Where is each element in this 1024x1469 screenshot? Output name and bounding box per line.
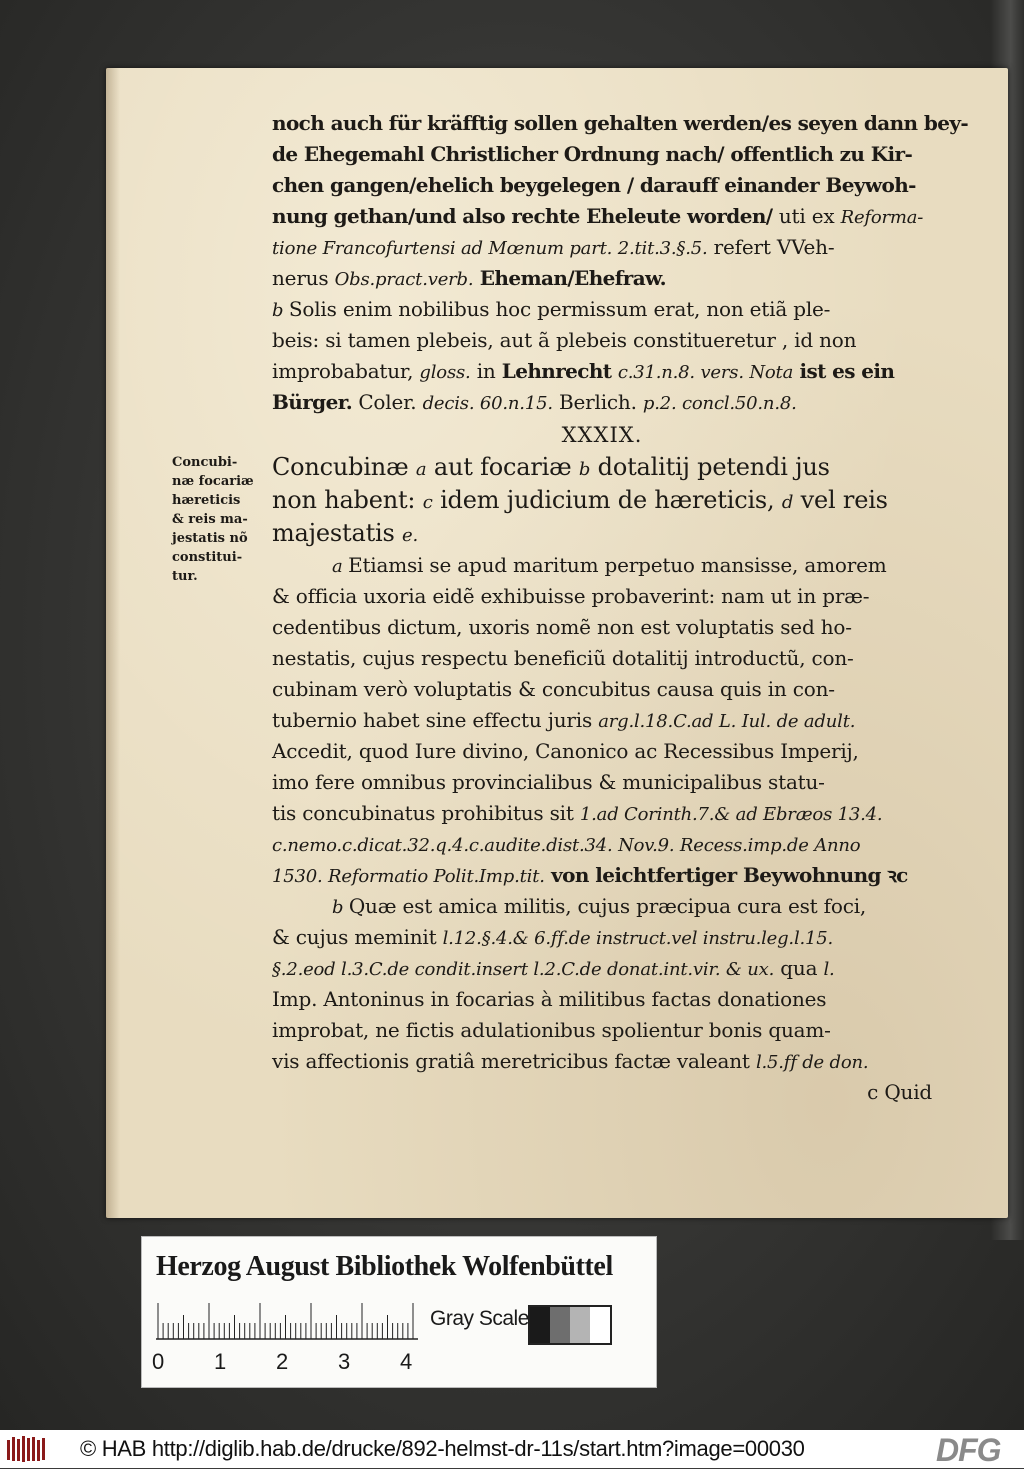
- footnote-line: [272, 829, 932, 860]
- text-run: ist es ein: [793, 359, 895, 383]
- text-run: decis. 60.n.15.: [422, 393, 553, 414]
- margin-note-line: hæreticis: [172, 493, 241, 508]
- footnote-line: [272, 705, 932, 736]
- text-run: idem judicium de hæreticis,: [432, 486, 782, 514]
- gray-swatch: [590, 1307, 610, 1343]
- text-run: de Ehegemahl Christlicher Ordnung nach/ offentlich zu Kir-: [272, 142, 913, 166]
- footnotes: [272, 550, 932, 1077]
- ruler-number: 1: [214, 1349, 227, 1374]
- footnote-line: [272, 387, 932, 418]
- text-run: a: [332, 556, 349, 577]
- margin-note: [172, 453, 267, 586]
- text-run: arg.l.18.C.ad L. Iul. de adult.: [598, 711, 856, 732]
- text-run: a: [415, 459, 427, 480]
- footnote-line: [272, 294, 932, 325]
- text-run: cedentibus dictum, uxoris nomẽ non est voluptatis sed ho-: [272, 615, 852, 639]
- text-run: l.5.ff de don.: [755, 1052, 869, 1073]
- text-run: Imp. Antoninus in focarias à militibus factas donationes: [272, 987, 827, 1011]
- footnote-line: [272, 356, 932, 387]
- text-run: improbabatur,: [272, 359, 420, 383]
- footnote-line: [272, 232, 932, 263]
- text-run: aut focariæ: [426, 453, 579, 481]
- footnote-line: [272, 550, 932, 581]
- ruler-number: 2: [276, 1349, 289, 1374]
- library-name: Herzog August Bibliothek Wolfenbüttel: [156, 1251, 613, 1282]
- footnote-line: [272, 643, 932, 674]
- text-run: & officia uxoria eidẽ exhibuisse probaverint: nam ut in præ-: [272, 584, 870, 608]
- text-run: 1530. Reformatio Polit.Imp.tit.: [272, 866, 545, 887]
- text-run: c.31.n.8. vers. Nota: [617, 362, 794, 383]
- text-run: von leichtfertiger Beywohnung ꝛc: [544, 863, 908, 887]
- gray-swatch: [570, 1307, 590, 1343]
- footnote-line: [272, 139, 932, 170]
- ruler-number: 4: [400, 1349, 413, 1374]
- text-run: tubernio habet sine effectu juris: [272, 708, 599, 732]
- text-run: uti ex: [778, 204, 841, 228]
- text-run: dotalitij petendi jus: [590, 453, 830, 481]
- text-run: gloss.: [419, 362, 471, 383]
- text-run: nerus: [272, 266, 335, 290]
- footnote-line: [272, 891, 932, 922]
- text-run: §.2.eod l.3.C.de condit.insert l.2.C.de donat.int.vir. & ux.: [272, 959, 775, 980]
- gray-swatch: [530, 1307, 550, 1343]
- text-run: 1.ad Corinth.7.& ad Ebræos 13.4.: [579, 804, 883, 825]
- text-run: beis: si tamen plebeis, aut ã plebeis constitueretur , id non: [272, 328, 857, 352]
- footnote-line: [272, 1015, 932, 1046]
- text-run: e.: [402, 525, 419, 546]
- text-run: d: [781, 492, 794, 513]
- footnote-line: [272, 798, 932, 829]
- thesis-text: [272, 451, 932, 550]
- margin-note-line: tur.: [172, 569, 198, 584]
- thesis-line: [272, 484, 932, 517]
- footnote-line: [272, 953, 932, 984]
- footnote-line: [272, 325, 932, 356]
- footnote-line: [272, 108, 969, 139]
- text-run: Eheman/Ehefraw.: [473, 266, 667, 290]
- text-run: p.2. concl.50.n.8.: [642, 393, 797, 414]
- footnote-line: [272, 170, 932, 201]
- text-run: Concubinæ: [272, 453, 416, 481]
- text-run: cubinam verò voluptatis & concubitus causa quis in con-: [272, 677, 835, 701]
- text-run: tis concubinatus prohibitus sit: [272, 801, 580, 825]
- footnote-line: [272, 581, 932, 612]
- text-run: nung gethan/und also rechte Eheleute worden/: [272, 204, 779, 228]
- text-run: Etiamsi se apud maritum perpetuo mansisse, amorem: [348, 553, 887, 577]
- margin-note-line: & reis ma-: [172, 512, 248, 527]
- text-run: qua: [774, 956, 824, 980]
- text-run: non habent:: [272, 486, 423, 514]
- footnote-line: [272, 767, 932, 798]
- catchword: c Quid: [867, 1080, 932, 1104]
- ruler-number: 0: [152, 1349, 165, 1374]
- text-run: c.nemo.c.dicat.32.q.4.c.audite.dist.34. Nov.9. Recess.imp.de Anno: [272, 835, 861, 856]
- page-text: [272, 108, 969, 1108]
- text-run: & cujus meminit: [272, 925, 443, 949]
- footnote-line: [272, 612, 932, 643]
- section-heading: XXXIX.: [561, 423, 643, 447]
- text-run: Lehnrecht: [501, 359, 618, 383]
- footnote-line: [272, 860, 932, 891]
- thesis-line: [272, 451, 932, 484]
- text-run: improbat, ne fictis adulationibus spolientur bonis quam-: [272, 1018, 831, 1042]
- viewer-footer: [0, 1430, 1024, 1468]
- gray-scale-swatches: [528, 1305, 612, 1345]
- text-run: nestatis, cujus respectu beneficiũ dotalitij introductũ, con-: [272, 646, 854, 670]
- hab-logo-icon: [6, 1434, 48, 1464]
- book-page: [106, 68, 1008, 1218]
- text-run: Quæ est amica militis, cujus præcipua cura est foci,: [348, 894, 867, 918]
- text-run: vel reis: [793, 486, 888, 514]
- text-run: b: [578, 459, 591, 480]
- footnote-line: [272, 674, 932, 705]
- ruler-number: 3: [338, 1349, 351, 1374]
- text-run: imo fere omnibus provincialibus & municipalibus statu-: [272, 770, 825, 794]
- footnote-line: [272, 922, 932, 953]
- footnote-line: [272, 201, 932, 232]
- text-run: vis affectionis gratiâ meretricibus factæ valeant: [272, 1049, 756, 1073]
- text-run: tione Francofurtensi ad Mœnum part. 2.tit.3.§.5.: [272, 238, 708, 259]
- library-label-card: [141, 1236, 657, 1388]
- copyright-url[interactable]: © HAB http://diglib.hab.de/drucke/892-helmst-dr-11s/start.htm?image=00030: [80, 1436, 805, 1461]
- margin-note-line: næ focariæ: [172, 474, 254, 489]
- margin-note-line: jestatis nõ: [172, 531, 248, 546]
- continued-footnote: [272, 108, 969, 418]
- footnote-line: [272, 984, 932, 1015]
- footnote-line: [272, 1046, 932, 1077]
- text-run: in: [470, 359, 502, 383]
- thesis-line: [272, 517, 932, 550]
- text-run: l.: [823, 959, 835, 980]
- text-run: Solis enim nobilibus hoc permissum erat, non etiã ple-: [288, 297, 831, 321]
- text-run: Obs.pract.verb.: [334, 269, 474, 290]
- text-run: Accedit, quod Iure divino, Canonico ac Recessibus Imperij,: [272, 739, 859, 763]
- dfg-logo: DFG: [936, 1432, 1001, 1468]
- gray-scale-label: Gray Scale: [430, 1307, 529, 1330]
- text-run: b: [332, 897, 349, 918]
- scale-ruler: [156, 1301, 418, 1341]
- text-run: majestatis: [272, 519, 403, 547]
- margin-note-line: Concubi-: [172, 455, 238, 470]
- footnote-line: [272, 263, 932, 294]
- text-run: l.12.§.4.& 6.ff.de instruct.vel instru.leg.l.15.: [442, 928, 834, 949]
- margin-note-line: constitui-: [172, 550, 243, 565]
- gray-swatch: [550, 1307, 570, 1343]
- text-run: Coler.: [352, 390, 423, 414]
- text-run: c: [422, 492, 433, 513]
- text-run: noch auch für kräfftig sollen gehalten werden/es seyen dann bey-: [272, 111, 969, 135]
- text-run: b: [272, 300, 289, 321]
- text-run: Berlich.: [552, 390, 643, 414]
- text-run: Reforma-: [840, 207, 924, 228]
- text-run: chen gangen/ehelich beygelegen / darauff einander Beywoh-: [272, 173, 916, 197]
- footnote-line: [272, 736, 932, 767]
- text-run: refert VVeh-: [707, 235, 835, 259]
- text-run: Bürger.: [272, 390, 353, 414]
